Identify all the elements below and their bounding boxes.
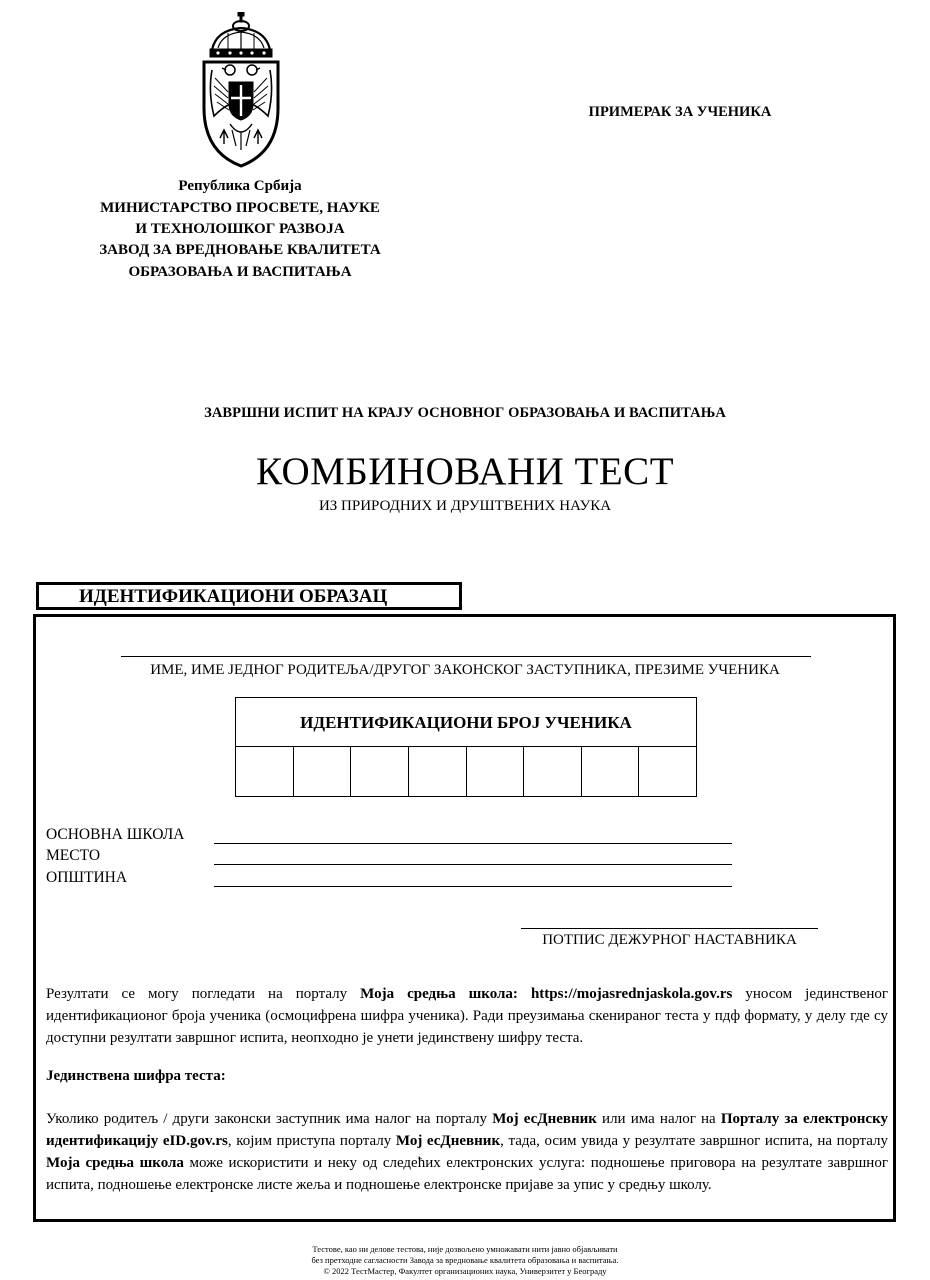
signature-caption: ПОТПИС ДЕЖУРНОГ НАСТАВНИКА (542, 932, 797, 948)
portal-name: Порталу за електронску идентификацију eID.gov.rs (46, 1111, 888, 1149)
id-digit-cell[interactable] (524, 747, 582, 796)
results-info-paragraph (46, 983, 888, 1049)
footer-line: Тестове, као ни делове тестова, није дозвољено умножавати нити јавно објављивати (312, 1244, 618, 1254)
student-name-line[interactable] (121, 656, 811, 657)
parent-text-part: може искористити и неку од следећих електронских услуга: подношење приговора на резултате завршног испита, подношење електронске листе жеља и подношење електронске пријаве за упис у средњу школу. (46, 1155, 888, 1193)
institution-institute-line2: ОБРАЗОВАЊА И ВАСПИТАЊА (128, 264, 352, 280)
id-digit-cell[interactable] (409, 747, 467, 796)
student-id-grid (235, 697, 697, 797)
portal-name: Моја средња школа (46, 1155, 184, 1171)
id-digit-cell[interactable] (467, 747, 525, 796)
double-headed-eagle-icon (210, 65, 271, 150)
test-title: КОМБИНОВАНИ ТЕСТ (255, 450, 675, 493)
portal-name: Мој есДневник (395, 1133, 501, 1149)
test-subtitle: ИЗ ПРИРОДНИХ И ДРУШТВЕНИХ НАУКА (318, 498, 612, 514)
identification-form-title: ИДЕНТИФИКАЦИОНИ ОБРАЗАЦ (79, 586, 388, 607)
footer-line: без претходне сагласности Завода за вредновање квалитета образовања и васпитања. (311, 1255, 619, 1265)
unique-code-label: Јединствена шифра теста: (46, 1068, 226, 1084)
signature-line[interactable] (521, 928, 818, 929)
parent-text-part: или има налог на (596, 1111, 721, 1127)
crown-icon (210, 12, 272, 57)
id-digit-cell[interactable] (294, 747, 352, 796)
school-field-line[interactable] (214, 843, 732, 844)
id-digit-cell[interactable] (639, 747, 696, 796)
parent-text-part: Уколико родитељ / други законски заступник има налог на порталу (46, 1111, 493, 1127)
footer-line: © 2022 ТестМастер, Факултет организационих наука, Универзитет у Београду (323, 1266, 607, 1276)
parent-info-paragraph (46, 1108, 888, 1196)
place-label: МЕСТО (46, 847, 101, 864)
coat-of-arms-emblem (198, 12, 284, 168)
institution-ministry-line1: МИНИСТАРСТВО ПРОСВЕТЕ, НАУКЕ (100, 200, 380, 216)
institution-institute-line1: ЗАВОД ЗА ВРЕДНОВАЊЕ КВАЛИТЕТА (99, 242, 381, 258)
municipality-field-line[interactable] (214, 886, 732, 887)
id-digit-cell[interactable] (582, 747, 640, 796)
results-text-part: Резултати се могу погледати на порталу (46, 986, 361, 1002)
portal-name: Мој есДневник (492, 1111, 597, 1127)
results-text-part: уносом јединственог идентификационог броја ученика (осмоцифрена шифра ученика). Ради преузимања скенираног теста у пдф формату, у делу где су доступни резултати завршног испита, неопходно је унети јединствену шифру теста. (46, 986, 889, 1046)
portal-name-link: Моја средња школа: https://mojasrednjaskola.gov.rs (360, 986, 733, 1002)
institution-ministry-line2: И ТЕХНОЛОШКОГ РАЗВОЈА (135, 221, 345, 237)
school-label: ОСНОВНА ШКОЛА (46, 826, 185, 843)
exam-name: ЗАВРШНИ ИСПИТ НА КРАЈУ ОСНОВНОГ ОБРАЗОВАЊА И ВАСПИТАЊА (204, 405, 726, 421)
copyright-footer (0, 1244, 930, 1277)
student-id-header: ИДЕНТИФИКАЦИОНИ БРОЈ УЧЕНИКА (236, 698, 696, 747)
identification-form-tab (36, 582, 462, 610)
municipality-label: ОПШТИНА (46, 869, 128, 886)
parent-text-part: , тада, осим увида у резултате завршног испита, на порталу (500, 1133, 889, 1149)
parent-text-part: , којим приступа порталу (227, 1133, 396, 1149)
student-name-caption: ИМЕ, ИМЕ ЈЕДНОГ РОДИТЕЉА/ДРУГОГ ЗАКОНСКОГ ЗАСТУПНИКА, ПРЕЗИМЕ УЧЕНИКА (150, 662, 780, 678)
institution-country: Република Србија (178, 178, 302, 194)
copy-designation: ПРИМЕРАК ЗА УЧЕНИКА (588, 104, 772, 120)
id-digit-cell[interactable] (351, 747, 409, 796)
place-field-line[interactable] (214, 864, 732, 865)
student-id-cells (236, 747, 696, 796)
id-digit-cell[interactable] (236, 747, 294, 796)
